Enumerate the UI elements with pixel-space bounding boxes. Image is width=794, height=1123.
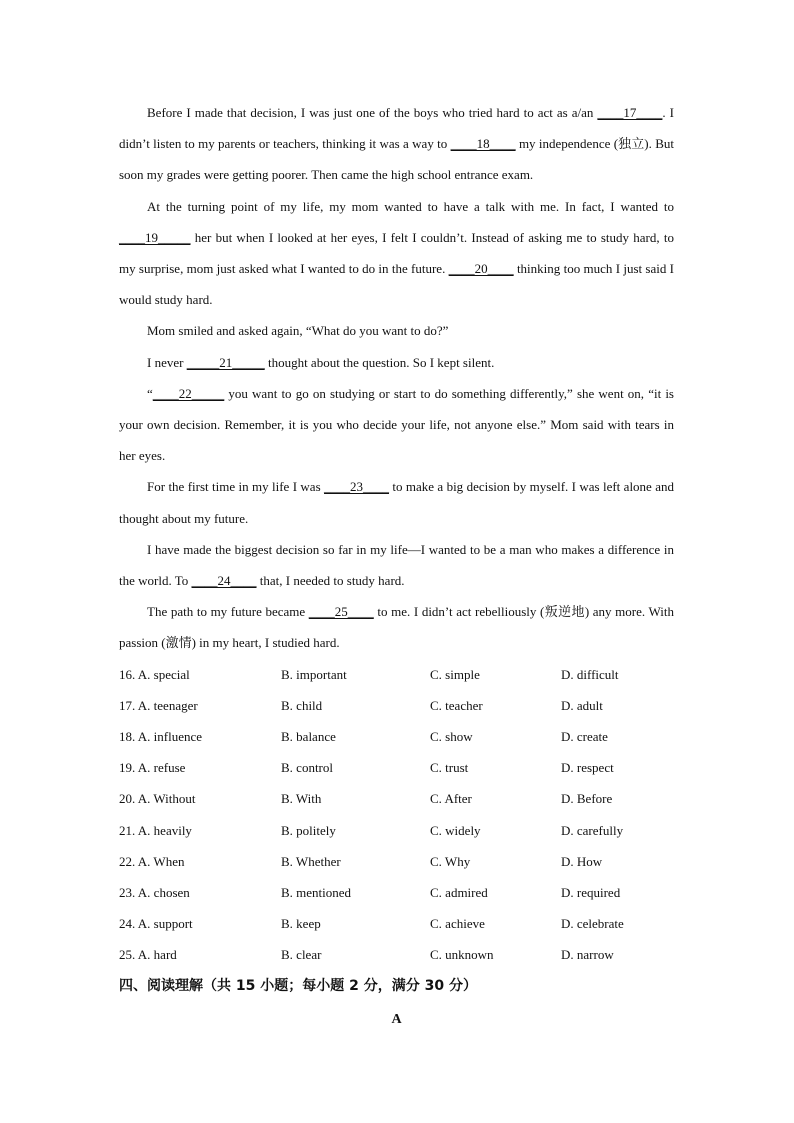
paragraph-text: I never [147,354,187,370]
option-b: B. balance [281,729,336,745]
question-row [119,659,674,690]
blank-18: ____18____ [450,136,516,152]
paragraph-text: Before I made that decision, I was just one of the boys who tried hard to act as a/an [147,105,598,120]
option-b: B. control [281,760,333,776]
paragraph-text: her but when I looked at her eyes, I felt I couldn’t. Instead of asking me to study hard, to my surprise, mom just asked what I wanted to do in the future. [119,229,674,277]
option-c: C. trust [430,760,469,776]
option-b: B. child [281,697,323,713]
option-b: B. clear [281,947,322,963]
paragraph-text: For the first time in my life I was [147,479,325,495]
section-title: 四、阅读理解（共 15 小题；每小题 2 分，满分 30 分） [119,977,477,994]
option-a: 24. A. support [119,916,193,932]
blank-21: _____21_____ [186,354,265,370]
option-d: D. required [561,884,621,900]
option-d: D. create [561,729,608,745]
option-d: D. narrow [561,947,614,963]
subsection-label: A [391,1011,402,1027]
option-c: C. unknown [430,947,494,963]
passage-paragraph-1 [119,97,674,191]
option-c: C. achieve [430,916,485,932]
option-a: 21. A. heavily [119,822,192,838]
paragraph-text: you want to go on studying or start to do something differently,” she went on, “it is your own decision. Remember, it is you who decide your life, not anyone else.” Mom said with tears in her eyes. [119,385,674,464]
option-b: B. politely [281,822,336,838]
passage-paragraph-7 [119,534,674,596]
option-b: B. mentioned [281,884,352,900]
paragraph-text: thought about the question. So I kept silent. [264,354,495,370]
option-b: B. keep [281,916,321,932]
option-a: 17. A. teenager [119,697,198,713]
blank-23: ____23____ [324,479,390,495]
paragraph-text: I have made the biggest decision so far in my life—I wanted to be a man who makes a difference in the world. To [119,541,674,589]
option-a: 20. A. Without [119,791,196,807]
option-a: 22. A. When [119,853,185,869]
document-page [119,97,674,1035]
option-b: B. With [281,791,322,807]
option-d: D. How [561,853,603,869]
option-b: B. Whether [281,853,341,869]
paragraph-text: The path to my future became [147,604,309,620]
passage-paragraph-3: Mom smiled and asked again, “What do you want to do?” [147,323,449,339]
paragraph-text: . I didn’t listen to my parents or teachers, thinking it was a way to [119,105,674,152]
blank-20: ____20____ [448,261,514,277]
paragraph-text: to make a big decision by myself. I was left alone and thought about my future. [119,479,674,526]
question-row [119,846,674,877]
option-d: D. celebrate [561,916,624,932]
passage-paragraph-6 [119,471,674,533]
option-a: 23. A. chosen [119,884,190,900]
blank-19: ____19_____ [119,229,191,245]
question-row [119,690,674,721]
option-d: D. respect [561,760,614,776]
option-d: D. Before [561,791,613,807]
paragraph-text: to me. I didn’t act rebelliously (叛逆地) any more. With passion (激情) in my heart, I studied hard. [119,604,674,651]
passage-paragraph-5 [119,378,674,472]
option-c: C. Why [430,853,471,869]
blank-22: ____22_____ [152,385,225,401]
question-row [119,752,674,783]
option-a: 18. A. influence [119,729,203,745]
option-c: C. show [430,729,473,745]
option-c: C. admired [430,884,488,900]
option-c: C. widely [430,822,481,838]
question-row [119,877,674,908]
blank-17: ____17____ [597,105,663,120]
question-row [119,908,674,939]
passage-paragraph-8 [119,596,674,658]
option-b: B. important [281,666,347,682]
passage-paragraph-2 [119,191,674,316]
option-c: C. simple [430,666,480,682]
option-a: 19. A. refuse [119,760,186,776]
blank-25: ____25____ [308,604,374,620]
option-a: 25. A. hard [119,947,177,963]
question-row [119,815,674,846]
paragraph-text: “ [147,385,153,401]
question-options-list [119,659,674,971]
paragraph-text: that, I needed to study hard. [256,573,405,589]
question-row [119,783,674,814]
question-row [119,721,674,752]
option-a: 16. A. special [119,666,190,682]
option-c: C. teacher [430,697,483,713]
paragraph-text: At the turning point of my life, my mom wanted to have a talk with me. In fact, I wanted to [147,198,674,214]
option-d: D. carefully [561,822,624,838]
paragraph-text: thinking too much I just said I would study hard. [119,261,674,308]
blank-24: ____24____ [191,573,257,589]
option-d: D. difficult [561,666,619,682]
option-c: C. After [430,791,472,807]
paragraph-text: my independence (独立). But soon my grades were getting poorer. Then came the high school entrance exam. [119,136,674,183]
question-row [119,939,674,970]
option-d: D. adult [561,697,603,713]
passage-paragraph-4 [119,347,674,378]
